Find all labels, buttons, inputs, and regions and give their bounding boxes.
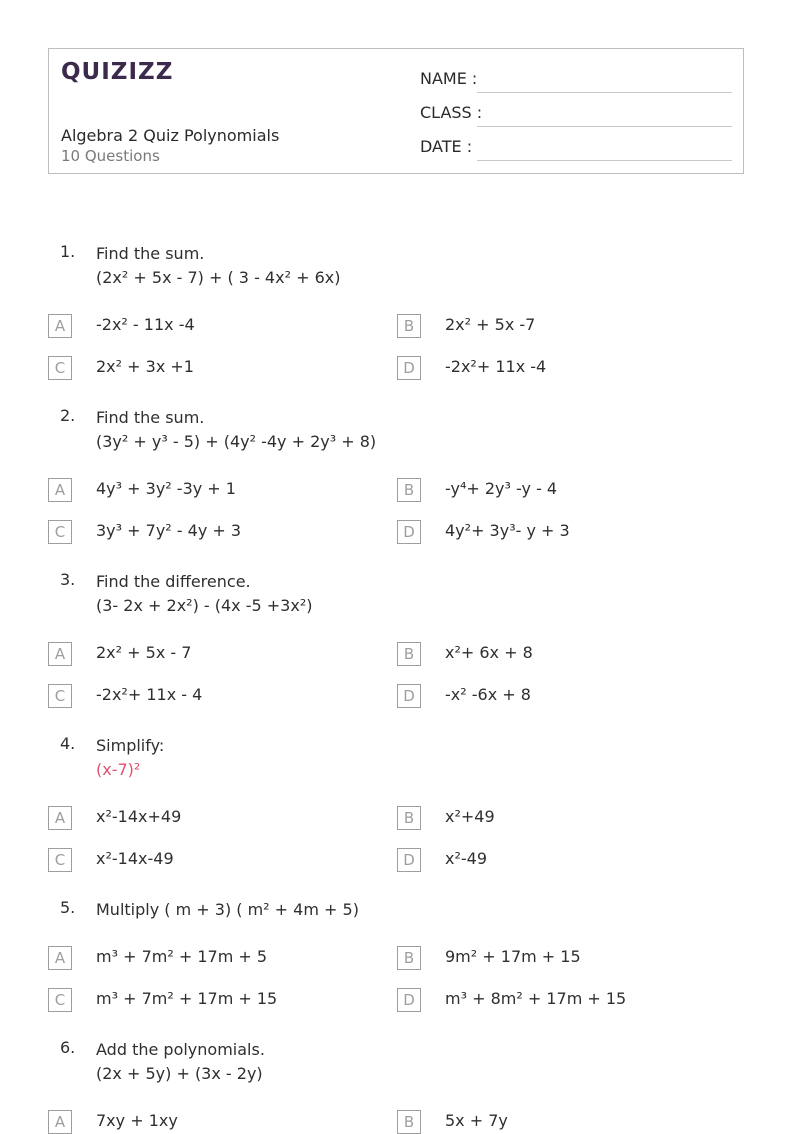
question-number: 4.: [60, 734, 76, 753]
option-letter: B: [397, 806, 421, 830]
option-text: 4y²+ 3y³- y + 3: [445, 521, 570, 540]
class-line[interactable]: [477, 126, 732, 127]
question-prompt: Find the difference.: [96, 572, 251, 591]
option-letter: C: [48, 988, 72, 1012]
option-letter: A: [48, 314, 72, 338]
question-text: [96, 406, 376, 454]
option-letter: A: [48, 642, 72, 666]
option-text: x²-49: [445, 849, 488, 868]
question-count: 10 Questions: [61, 147, 160, 165]
class-field[interactable]: [420, 101, 732, 127]
option-letter: C: [48, 848, 72, 872]
question-expression: (2x² + 5x - 7) + ( 3 - 4x² + 6x): [96, 268, 341, 287]
question-number: 6.: [60, 1038, 76, 1057]
question-text: [96, 898, 359, 922]
name-label: NAME :: [420, 69, 478, 88]
name-line[interactable]: [477, 92, 732, 93]
option-text: -y⁴+ 2y³ -y - 4: [445, 479, 558, 498]
date-field[interactable]: [420, 135, 732, 161]
question-prompt: Multiply ( m + 3) ( m² + 4m + 5): [96, 900, 359, 919]
option-text: 5x + 7y: [445, 1111, 508, 1130]
question-expression: (3y² + y³ - 5) + (4y² -4y + 2y³ + 8): [96, 432, 377, 451]
option-letter: B: [397, 946, 421, 970]
option-text: 4y³ + 3y² -3y + 1: [96, 479, 236, 498]
question-prompt: Find the sum.: [96, 244, 205, 263]
question-prompt: Simplify:: [96, 736, 165, 755]
option-text: -2x²+ 11x -4: [445, 357, 547, 376]
option-text: m³ + 7m² + 17m + 5: [96, 947, 268, 966]
class-label: CLASS :: [420, 103, 483, 122]
option-letter: A: [48, 1110, 72, 1134]
date-label: DATE :: [420, 137, 473, 156]
option-letter: C: [48, 356, 72, 380]
option-text: 7xy + 1xy: [96, 1111, 178, 1130]
option-text: x²-14x-49: [96, 849, 174, 868]
quiz-title: Algebra 2 Quiz Polynomials: [61, 126, 280, 145]
option-text: x²-14x+49: [96, 807, 182, 826]
option-letter: B: [397, 1110, 421, 1134]
option-letter: D: [397, 520, 421, 544]
option-text: 2x² + 3x +1: [96, 357, 194, 376]
option-text: 3y³ + 7y² - 4y + 3: [96, 521, 242, 540]
option-text: 9m² + 17m + 15: [445, 947, 581, 966]
question-number: 1.: [60, 242, 76, 261]
worksheet-header: [48, 48, 744, 174]
question-text: [96, 570, 312, 618]
option-letter: D: [397, 356, 421, 380]
option-letter: C: [48, 520, 72, 544]
option-text: m³ + 7m² + 17m + 15: [96, 989, 278, 1008]
option-text: x²+49: [445, 807, 495, 826]
option-text: -2x²+ 11x - 4: [96, 685, 203, 704]
option-text: 2x² + 5x - 7: [96, 643, 192, 662]
option-text: x²+ 6x + 8: [445, 643, 533, 662]
name-field[interactable]: [420, 67, 732, 93]
question-number: 2.: [60, 406, 76, 425]
option-letter: D: [397, 684, 421, 708]
question-number: 3.: [60, 570, 76, 589]
option-letter: A: [48, 478, 72, 502]
option-text: m³ + 8m² + 17m + 15: [445, 989, 627, 1008]
option-letter: B: [397, 314, 421, 338]
option-letter: D: [397, 848, 421, 872]
option-letter: A: [48, 806, 72, 830]
option-text: -2x² - 11x -4: [96, 315, 195, 334]
question-prompt: Add the polynomials.: [96, 1040, 265, 1059]
question-text: [96, 734, 164, 782]
option-letter: A: [48, 946, 72, 970]
option-letter: D: [397, 988, 421, 1012]
question-expression: (2x + 5y) + (3x - 2y): [96, 1064, 263, 1083]
date-line[interactable]: [477, 160, 732, 161]
option-text: -x² -6x + 8: [445, 685, 531, 704]
question-expression: (3- 2x + 2x²) - (4x -5 +3x²): [96, 596, 313, 615]
question-text: [96, 242, 340, 290]
question-number: 5.: [60, 898, 76, 917]
option-letter: B: [397, 478, 421, 502]
option-letter: C: [48, 684, 72, 708]
question-text: [96, 1038, 265, 1086]
option-letter: B: [397, 642, 421, 666]
question-prompt: Find the sum.: [96, 408, 205, 427]
quizizz-logo: QUIZIZZ: [61, 59, 174, 85]
option-text: 2x² + 5x -7: [445, 315, 536, 334]
question-expression: (x-7)²: [96, 760, 141, 779]
